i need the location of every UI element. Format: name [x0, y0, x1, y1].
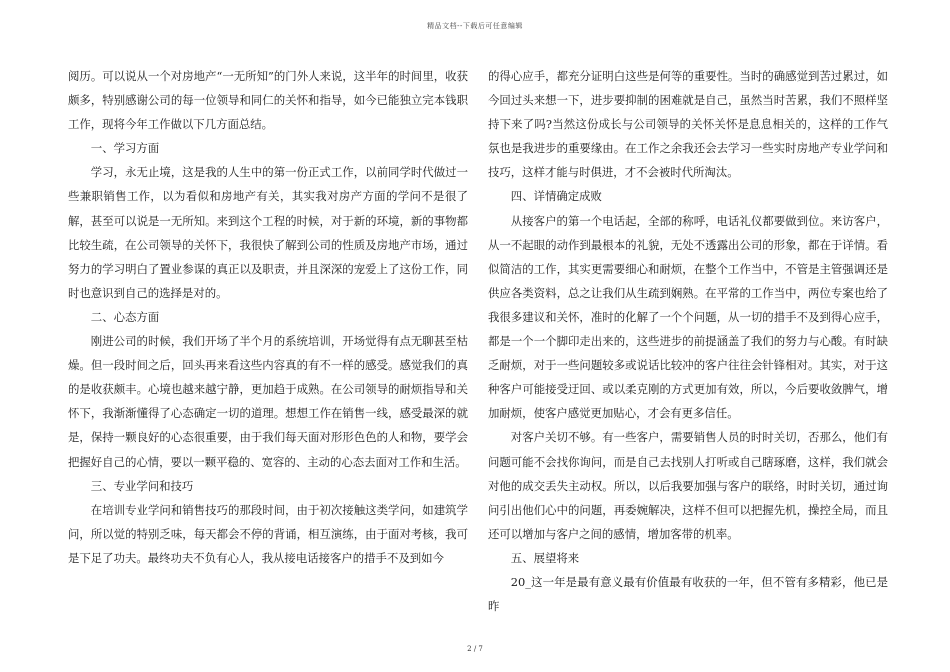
paragraph: 的得心应手，都充分证明白这些是何等的重要性。当时的确感觉到苦过累过，如今回过头来想一下，进步要抑制的困难就是自己，虽然当时苦累，我们不照样坚持下来了吗?当然这份成长与公司领导的关怀关怀是息息相关的，这样的工作气氛也是我进步的重要缘由。在工作之余我还会去学习一些实时房地产专业学问和技巧，这样才能与时俱进，才不会被时代所淘汰。 [488, 69, 888, 180]
paragraph: 对客户关切不够。有一些客户，需要销售人员的时时关切，否那么，他们有问题可能不会找你询问，而是自己去找别人打听或自己瞎琢磨，这样，我们就会对他的成交丢失主动权。所以，以后我要加强与客户的联络，时时关切，通过询问引出他们心中的问题，再委婉解决，这样不但可以把握先机，操控全局，而且还可以增加与客户之间的感情，增加客带的机率。 [488, 430, 888, 541]
section-heading: 二、心态方面 [90, 309, 160, 324]
section-heading: 三、专业学问和技巧 [90, 478, 194, 493]
section-heading: 五、展望将来 [510, 550, 580, 565]
paragraph: 在培训专业学问和销售技巧的那段时间，由于初次接触这类学问，如建筑学问，所以觉的特别乏味，每天都会不停的背诵，相互演练，由于面对考核，我可是下足了功夫。最终功夫不负有心人，我从接电话接客户的措手不及到如今 [68, 502, 468, 565]
paragraph: 学习，永无止境，这是我的人生中的第一份正式工作，以前同学时代做过一些兼职销售工作，以为看似和房地产有关，其实我对房产方面的学问不是很了解，甚至可以说是一无所知。来到这个工程的时候，对于新的环境，新的事物都比较生疏，在公司领导的关怀下，我很快了解到公司的性质及房地产市场，通过努力的学习明白了置业参谋的真正以及职责，并且深深的宠爱上了这份工作，同时也意识到自己的选择是对的。 [68, 165, 468, 300]
section-heading: 四、详情确定成败 [510, 189, 602, 204]
left-column [68, 64, 468, 570]
page-header: 精品文档--下载后可任意编辑 [427, 22, 523, 30]
section-heading: 一、学习方面 [90, 141, 160, 156]
page-number: 2 / 7 [467, 645, 483, 653]
paragraph: 20_这一年是最有意义最有价值最有收获的一年，但不管有多精彩，他已是昨 [488, 574, 888, 614]
paragraph: 刚进公司的时候，我们开场了半个月的系统培训，开场觉得有点无聊甚至枯燥。但一段时间之后，回头再来看这些内容真的有不一样的感受。感觉我们的真的是收获颇丰。心境也越来越宁静，更加趋于成熟。在公司领导的耐烦指导和关怀下，我渐渐懂得了心态确定一切的道理。想想工作在销售一线，感受最深的就是，保持一颗良好的心态很重要，由于我们每天面对形形色色的人和物，要学会把握好自己的心情，要以一颗平稳的、宽容的、主动的心态去面对工作和生活。 [68, 334, 468, 469]
paragraph: 从接客户的第一个电话起，全部的称呼，电话礼仪都要做到位。来访客户，从一不起眼的动作到最根本的礼貌，无处不透露出公司的形象，都在于详情。看似简洁的工作，其实更需要细心和耐烦，在整个工作当中，不管是主管强调还是供应各类资料，总之让我们从生疏到娴熟。在平常的工作当中，两位专案也给了我很多建议和关怀，准时的化解了一个个问题，从一切的措手不及到得心应手，都是一个一个脚印走出来的，这些进步的前提涵盖了我们的努力与心酸。有时缺乏耐烦，对于一些问题较多或说话比较冲的客户往往会针锋相对。其实，对于这种客户可能接受迂回、或以柔克刚的方式更加有效，所以，今后要收敛脾气，增加耐烦，使客户感觉更加贴心，才会有更多信任。 [488, 213, 888, 421]
right-column [488, 64, 888, 618]
paragraph: 阅历。可以说从一个对房地产“一无所知”的门外人来说，这半年的时间里，收获颇多，特别感谢公司的每一位领导和同仁的关怀和指导，如今已能独立完本钱职工作，现将今年工作做以下几方面总结。 [68, 69, 468, 132]
